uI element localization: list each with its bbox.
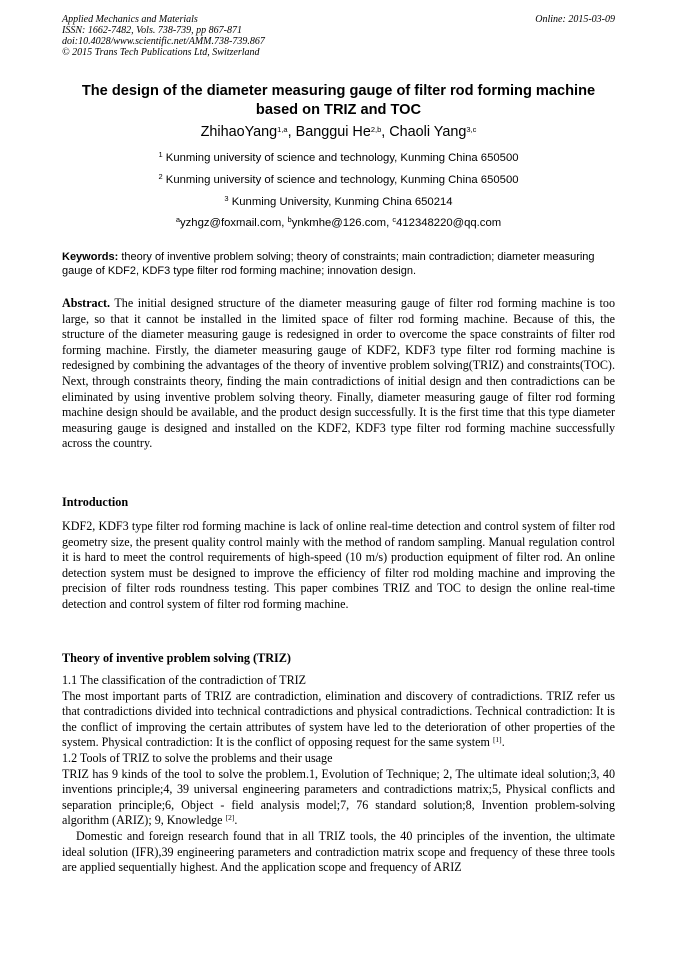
abstract-text: The initial designed structure of the diameter measuring gauge of filter rod forming machine is too large, so that it cannot be installed in the limited space of filter rod forming machine. Because of this, the structure of the diameter measuring gauge is redesigned in order to overcome the space constraints of filter rod forming machine. Firstly, the diameter measuring gauge of KDF2, KDF3 type filter rod forming machine is redesigned by combining the advantages of the theory of inventive problem solving(TRIZ) and constraints(TOC). Next, through constraints theory, finding the main contradictions of initial design and then contradictions can be eliminated by using inventive problem solving theory. Finally, diameter measuring gauge of filter rod forming machine design should be available, and the product design successfully. It is the first time that this type diameter measuring gauge is designed and installed on the KDF2, KDF3 type filter rod forming machine successfully across the country. (62, 296, 615, 451)
subsection-title: 1.1 The classification of the contradiction of TRIZ (62, 673, 307, 687)
affiliation (62, 195, 615, 209)
paragraph: Domestic and foreign research found that in all TRIZ tools, the 40 principles of the invention, the ultimate ideal solution (IFR),39 engineering parameters and contradiction matrix scope and frequency of these three tools are applied sequentially highest. And the application scope and frequency of ARIZ (62, 828, 615, 875)
email-address[interactable]: 412348220@qq.com (396, 217, 502, 229)
affiliation-text: Kunming university of science and technology, Kunming China 650500 (165, 174, 519, 186)
author-superscript: 2,b (370, 125, 382, 134)
author-list: ZhihaoYang$^{1,a}$, Banggui He$^{2,b}$, Chaoli Yang$^{3,c}$ (200, 124, 477, 140)
email-address[interactable]: yzhgz@foxmail.com (180, 217, 282, 229)
paragraph: TRIZ has 9 kinds of the tool to solve the problem.1, Evolution of Technique; 2, The ultimate ideal solution;3, 40 inventions principle;4, 39 universal engineering parameters and contradictions matrix;5, Physical conflicts and separation principle;6, Object - field analysis model;7, 76 standard solution;8, Invention problem-solving algorithm (ARIZ); 9, Knowledge [2]. (62, 766, 615, 828)
keywords-text: theory of inventive problem solving; theory of constraints; main contradiction; diameter measuring gauge of KDF2, KDF3 type filter rod forming machine; innovation design. (62, 251, 595, 277)
online-date: Online: 2015-03-09 (535, 14, 615, 25)
subsection-title: 1.2 Tools of TRIZ to solve the problems and their usage (62, 750, 333, 765)
author-name: Banggui He (295, 124, 371, 140)
affiliation-number: 2 (158, 172, 163, 181)
email-list: $^a$yzhgz@foxmail.com, $^b$ynkmhe@126.com, $^c$412348220@qq.com (175, 215, 502, 229)
introduction-text: KDF2, KDF3 type filter rod forming machine is lack of online real-time detection and control system of filter rod geometry size, the present quality control mainly with the method of random sampling. Manual regulation control it is hard to meet the control requirements of high-speed (10 m/s) production equipment of filter rod. An online detection system must be designed to improve the efficiency of filter rod molding machine and improving the precision of filter rods roundness testing. This paper combines TRIZ and TOC to design the online real-time detection and control system of filter rod forming machine. (62, 519, 615, 611)
affiliation (62, 173, 615, 187)
citation-ref[interactable]: [2] (225, 813, 235, 823)
author-name: ZhihaoYang (200, 124, 278, 140)
author-superscript: 1,a (277, 125, 288, 134)
paragraph-text: The most important parts of TRIZ are contradiction, elimination and discovery of contradictions. TRIZ refer us that contradictions divided into technical contradictions and physical contradictions. Technical contradiction: It is the conflict of improving the certain attributes of system have led to the deterioration of other properties of the system. Physical contradiction: It is the conflict of opposing request for the same system (62, 688, 615, 750)
email-superscript: c (392, 215, 397, 224)
keywords-block (62, 250, 615, 278)
triz-section (62, 673, 615, 876)
keywords-label: Keywords: (62, 251, 119, 263)
affiliation-number: 1 (158, 150, 163, 159)
affiliation-text: Kunming University, Kunming China 650214 (231, 196, 453, 208)
email-superscript: b (287, 215, 292, 224)
doi-line: doi:10.4028/www.scientific.net/AMM.738-739.867 (62, 36, 265, 47)
introduction-heading: Introduction (62, 495, 129, 509)
citation-ref[interactable]: [1] (492, 735, 502, 745)
copyright-line: © 2015 Trans Tech Publications Ltd, Switzerland (62, 47, 260, 58)
affiliation (62, 151, 615, 165)
author-superscript: 3,c (466, 125, 477, 134)
email-superscript: a (175, 215, 180, 224)
paragraph-text: TRIZ has 9 kinds of the tool to solve the problem.1, Evolution of Technique; 2, The ultimate ideal solution;3, 40 inventions principle;4, 39 universal engineering parameters and contradictions matrix;5, Physical conflicts and separation principle;6, Object - field analysis model;7, 76 standard solution;8, Invention problem-solving algorithm (ARIZ); 9, Knowledge (62, 766, 615, 828)
email-address[interactable]: ynkmhe@126.com (291, 217, 387, 229)
abstract-block (62, 296, 615, 452)
paper-title: The design of the diameter measuring gauge of filter rod forming machine based on TRIZ and TOC (81, 83, 596, 118)
abstract-label: Abstract. (62, 296, 111, 310)
author-name: Chaoli Yang (389, 124, 467, 140)
triz-heading: Theory of inventive problem solving (TRIZ) (62, 651, 291, 665)
issn-line: ISSN: 1662-7482, Vols. 738-739, pp 867-871 (62, 25, 242, 36)
affiliation-text: Kunming university of science and technology, Kunming China 650500 (165, 152, 519, 164)
paragraph: The most important parts of TRIZ are contradiction, elimination and discovery of contradictions. TRIZ refer us that contradictions divided into technical contradictions and physical contradictions. Technical contradiction: It is the conflict of improving the certain attributes of system have led to the deterioration of other properties of the system. Physical contradiction: It is the conflict of opposing request for the same system [1]. (62, 688, 615, 750)
journal-name: Applied Mechanics and Materials (62, 14, 198, 25)
affiliation-number: 3 (224, 194, 229, 203)
journal-header (62, 14, 615, 58)
